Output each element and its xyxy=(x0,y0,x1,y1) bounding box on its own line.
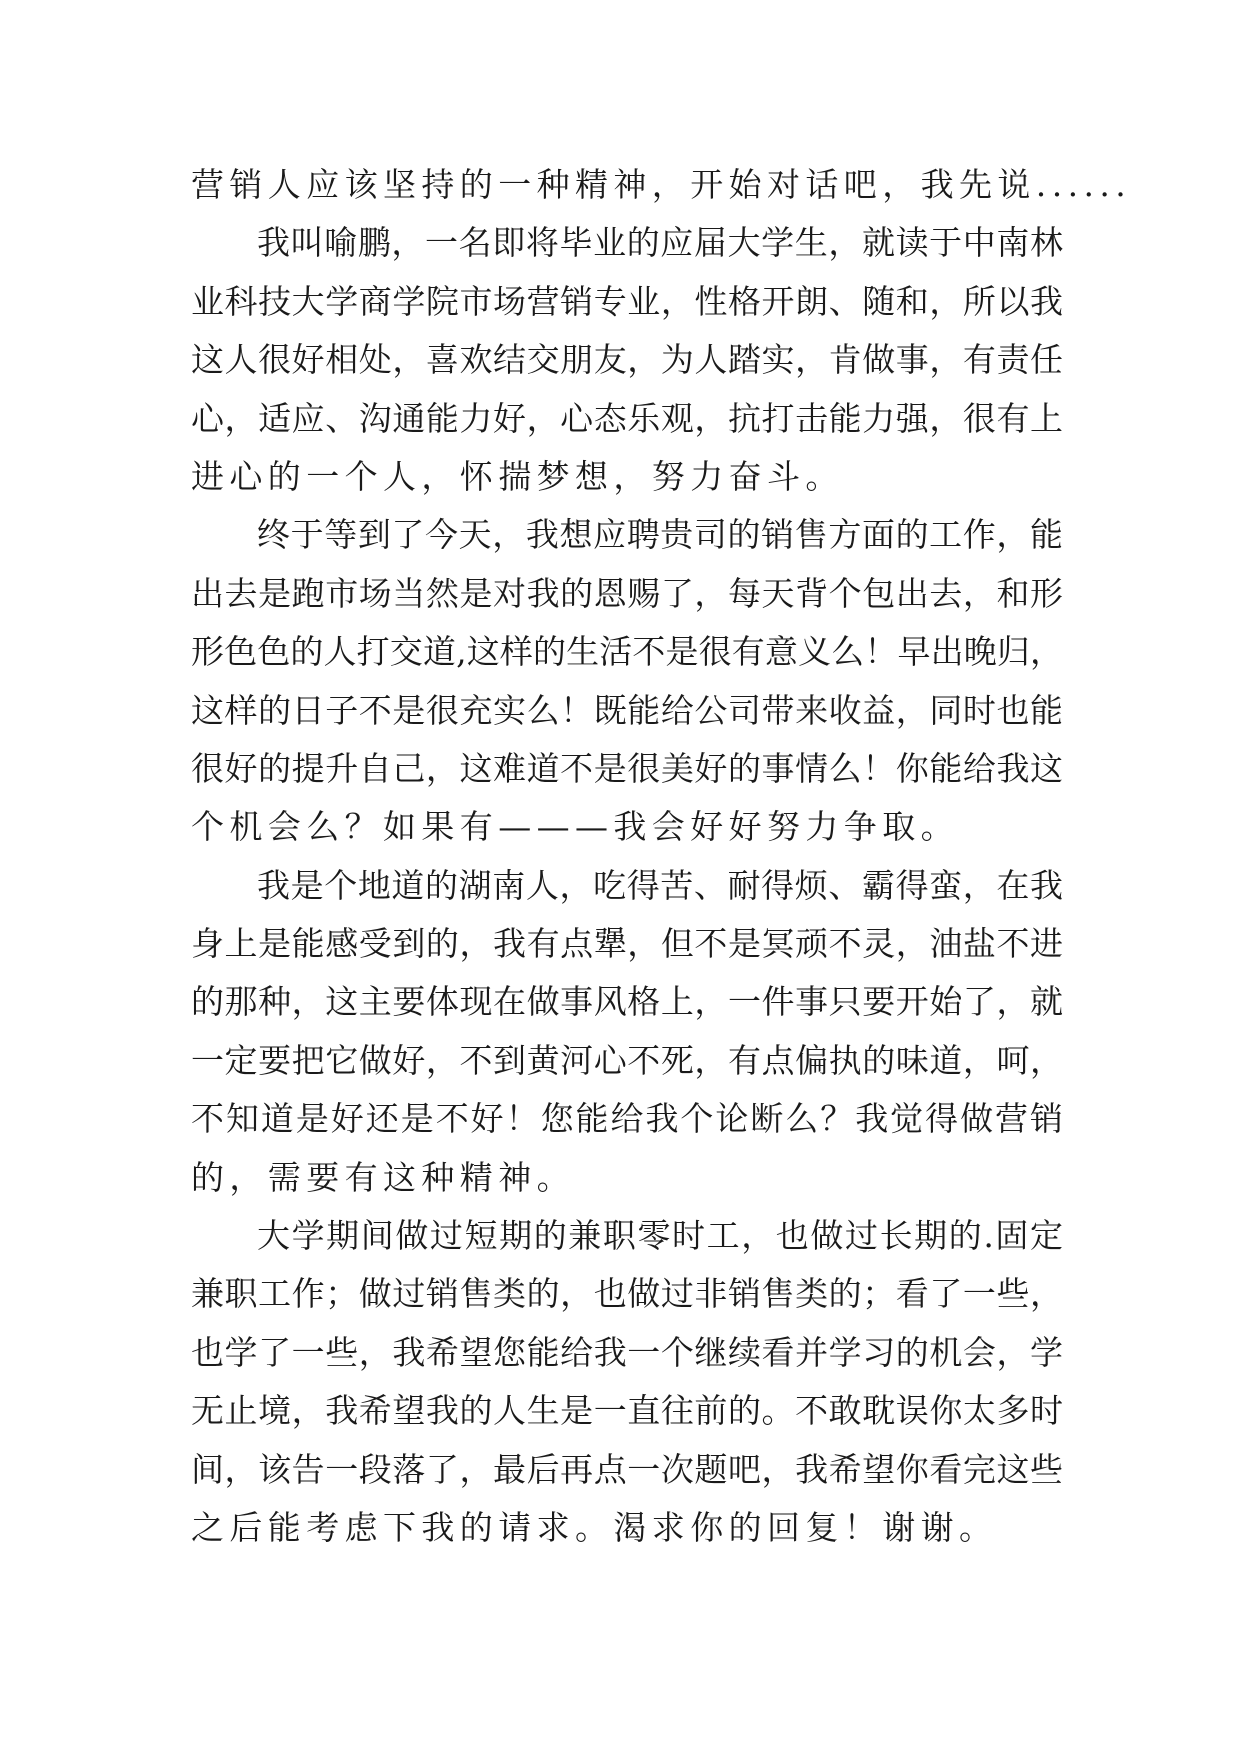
paragraph-line: 心，适应、沟通能力好，心态乐观，抗打击能力强，很有上 xyxy=(191,398,1063,438)
paragraph-line: 形色色的人打交道,这样的生活不是很有意义么！早出晚归， xyxy=(191,632,1063,672)
paragraph-line: 的那种，这主要体现在做事风格上，一件事只要开始了，就 xyxy=(191,982,1063,1022)
paragraph-line: 这人很好相处，喜欢结交朋友，为人踏实，肯做事，有责任 xyxy=(191,340,1063,380)
paragraph-first-line: 我叫喻鹏，一名即将毕业的应届大学生，就读于中南林 xyxy=(257,223,1063,263)
paragraph-line: 身上是能感受到的，我有点犟，但不是冥顽不灵，油盐不进 xyxy=(191,924,1063,964)
paragraph-line: 的，需要有这种精神。 xyxy=(191,1157,575,1197)
paragraph-line: 不知道是好还是不好！您能给我个论断么？我觉得做营销 xyxy=(191,1099,1063,1139)
paragraph-line: 这样的日子不是很充实么！既能给公司带来收益，同时也能 xyxy=(191,690,1063,730)
paragraph-line: 进心的一个人，怀揣梦想，努力奋斗。 xyxy=(191,456,844,496)
paragraph-line: 业科技大学商学院市场营销专业，性格开朗、随和，所以我 xyxy=(191,281,1063,321)
paragraph-line: 很好的提升自己，这难道不是很美好的事情么！你能给我这 xyxy=(191,748,1063,788)
paragraph-line: 也学了一些，我希望您能给我一个继续看并学习的机会，学 xyxy=(191,1332,1063,1372)
paragraph-line: 间，该告一段落了，最后再点一次题吧，我希望你看完这些 xyxy=(191,1449,1063,1489)
paragraph-line: 之后能考虑下我的请求。渴求你的回复！谢谢。 xyxy=(191,1507,998,1547)
paragraph-line: 无止境，我希望我的人生是一直往前的。不敢耽误你太多时 xyxy=(191,1391,1063,1431)
paragraph-line: 出去是跑市场当然是对我的恩赐了，每天背个包出去，和形 xyxy=(191,573,1063,613)
paragraph-first-line: 我是个地道的湖南人，吃得苦、耐得烦、霸得蛮，在我 xyxy=(257,865,1063,905)
paragraph-line: 兼职工作；做过销售类的，也做过非销售类的；看了一些， xyxy=(191,1274,1063,1314)
paragraph-line: 个机会么？如果有———我会好好努力争取。 xyxy=(191,807,959,847)
paragraph-line: 一定要把它做好，不到黄河心不死，有点偏执的味道，呵， xyxy=(191,1040,1063,1080)
paragraph-first-line: 大学期间做过短期的兼职零时工，也做过长期的.固定 xyxy=(257,1216,1063,1256)
paragraph-first-line: 终于等到了今天，我想应聘贵司的销售方面的工作，能 xyxy=(257,515,1063,555)
paragraph-line: 营销人应该坚持的一种精神，开始对话吧，我先说...... xyxy=(191,165,1132,204)
document-page xyxy=(191,156,1132,1557)
